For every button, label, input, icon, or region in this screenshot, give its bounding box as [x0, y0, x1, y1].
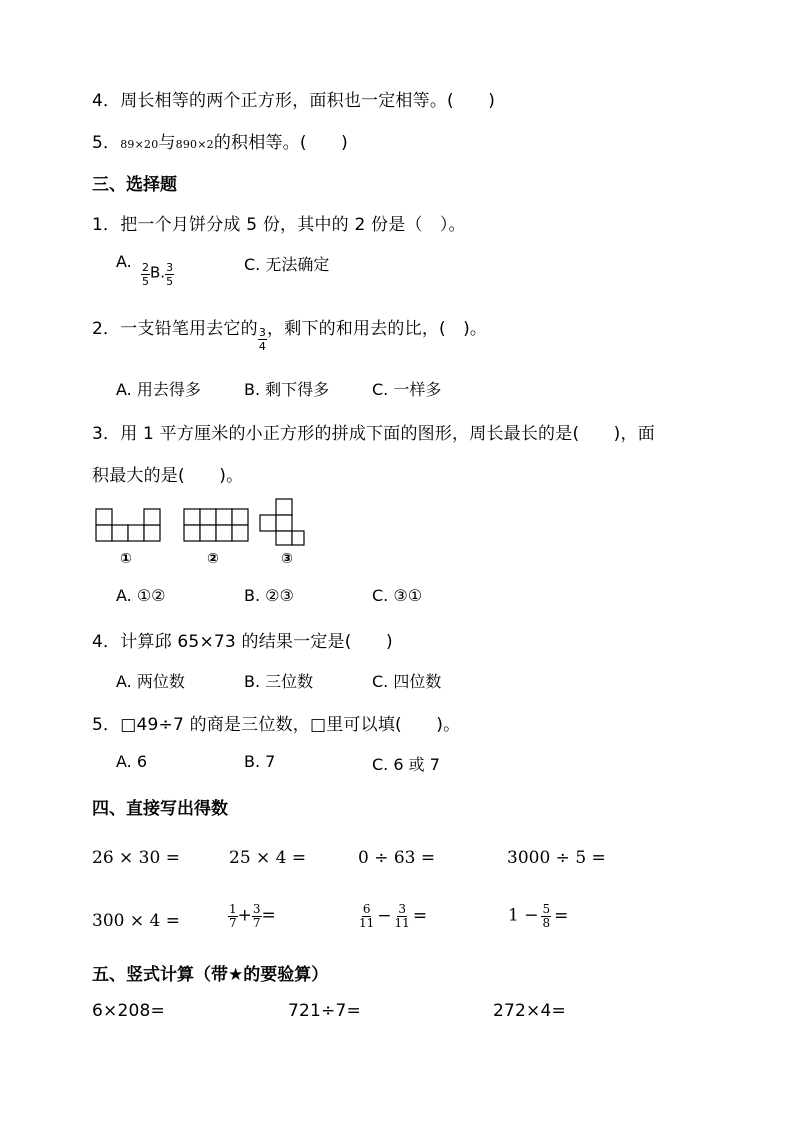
mc-q1-options-ab [141, 262, 174, 287]
mc-q5-option-c: C. 6 或 7 [372, 755, 440, 774]
mc-question-5: 5．□49÷7 的商是三位数，□里可以填( )。 [92, 715, 461, 735]
fraction-5-8: $\frac{5}{8}$ [542, 902, 551, 930]
mc-q5-option-a: A. 6 [116, 752, 148, 771]
oral-calc-2: 25 × 4 = [229, 848, 307, 868]
mc-q3-option-b: B. ②③ [244, 586, 294, 605]
figure-1-label: ① [120, 551, 132, 567]
mc-q4-option-a: A. 两位数 [116, 672, 185, 691]
section-5-title: 五、竖式计算（带★的要验算） [92, 965, 329, 985]
oral-calc-8: 1 − $\frac{5}{8}$ = [508, 902, 569, 930]
vertical-calc-3: 272×4= [493, 1001, 566, 1021]
mc-q2-text-pre: 2．一支铅笔用去它的 [92, 319, 258, 339]
oral-calc-4: 3000 ÷ 5 = [507, 848, 606, 868]
tf-q5-mid: 与 [158, 133, 176, 153]
mc-q3-option-c: C. ③① [372, 586, 423, 605]
fraction-3-5: $\frac{3}{5}$ [166, 261, 174, 288]
oral-calc-7: $\frac{6}{11}$ − $\frac{3}{11}$ = [359, 902, 428, 930]
mc-q4-option-b: B. 三位数 [244, 672, 314, 691]
tf-q5-number: 5． [92, 133, 121, 153]
fraction-6-11: $\frac{6}{11}$ [359, 902, 375, 930]
vertical-calc-1: 6×208= [92, 1001, 165, 1021]
fraction-3-7: $\frac{3}{7}$ [252, 902, 261, 930]
figure-3-shape [260, 499, 304, 545]
mc-question-4: 4．计算邱 65×73 的结果一定是( ) [92, 632, 393, 652]
mc-question-1: 1．把一个月饼分成 5 份，其中的 2 份是（ ）。 [92, 215, 466, 235]
tf-q5-expr-b: 890×2 [175, 138, 214, 151]
tf-q5-rest: 的积相等。( ) [213, 133, 348, 153]
figure-1-shape [96, 509, 160, 541]
fraction-3-4: $\frac{3}{4}$ [258, 325, 267, 353]
oral-calc-6: $\frac{1}{7}$ + $\frac{3}{7}$ = [229, 902, 276, 930]
mc-q5-option-b: B. 7 [244, 752, 276, 771]
oral-calc-5: 300 × 4 = [92, 911, 180, 931]
figure-2-shape [184, 509, 248, 541]
oral-calc-1: 26 × 30 = [92, 848, 180, 868]
mc-q2-text-post: ，剩下的和用去的比，( )。 [267, 319, 488, 339]
oral-calc-3: 0 ÷ 63 = [358, 848, 436, 868]
figure-2-label: ② [207, 551, 219, 567]
mc-q1-option-c: C. 无法确定 [244, 255, 330, 274]
mc-q2-option-a: A. 用去得多 [116, 380, 201, 399]
mc-question-3-line-2: 积最大的是( )。 [92, 466, 244, 486]
mc-q4-option-c: C. 四位数 [372, 672, 442, 691]
mc-question-3-line-1: 3．用 1 平方厘米的小正方形的拼成下面的图形，周长最长的是( )，面 [92, 424, 655, 444]
section-3-title: 三、选择题 [92, 175, 177, 195]
mc-q2-option-c: C. 一样多 [372, 380, 442, 399]
figure-3-label: ③ [281, 551, 293, 567]
section-4-title: 四、直接写出得数 [92, 799, 228, 819]
tf-q5-expr-a: 89×20 [120, 138, 159, 151]
mc-q3-option-a: A. ①② [116, 586, 166, 605]
fraction-2-5: $\frac{2}{5}$ [142, 261, 149, 288]
fraction-1-7: $\frac{1}{7}$ [229, 902, 237, 930]
mc-question-2 [92, 314, 488, 353]
tf-question-4: 4．周长相等的两个正方形，面积也一定相等。( ) [92, 91, 496, 111]
mc-q2-option-b: B. 剩下得多 [244, 380, 330, 399]
fraction-3-11: $\frac{3}{11}$ [394, 902, 410, 930]
mc-q1-option-b-label: B. [150, 263, 166, 282]
tf-question-5 [92, 128, 348, 153]
mc-q1-option-a-label: A. [116, 252, 132, 271]
vertical-calc-2: 721÷7= [288, 1001, 361, 1021]
